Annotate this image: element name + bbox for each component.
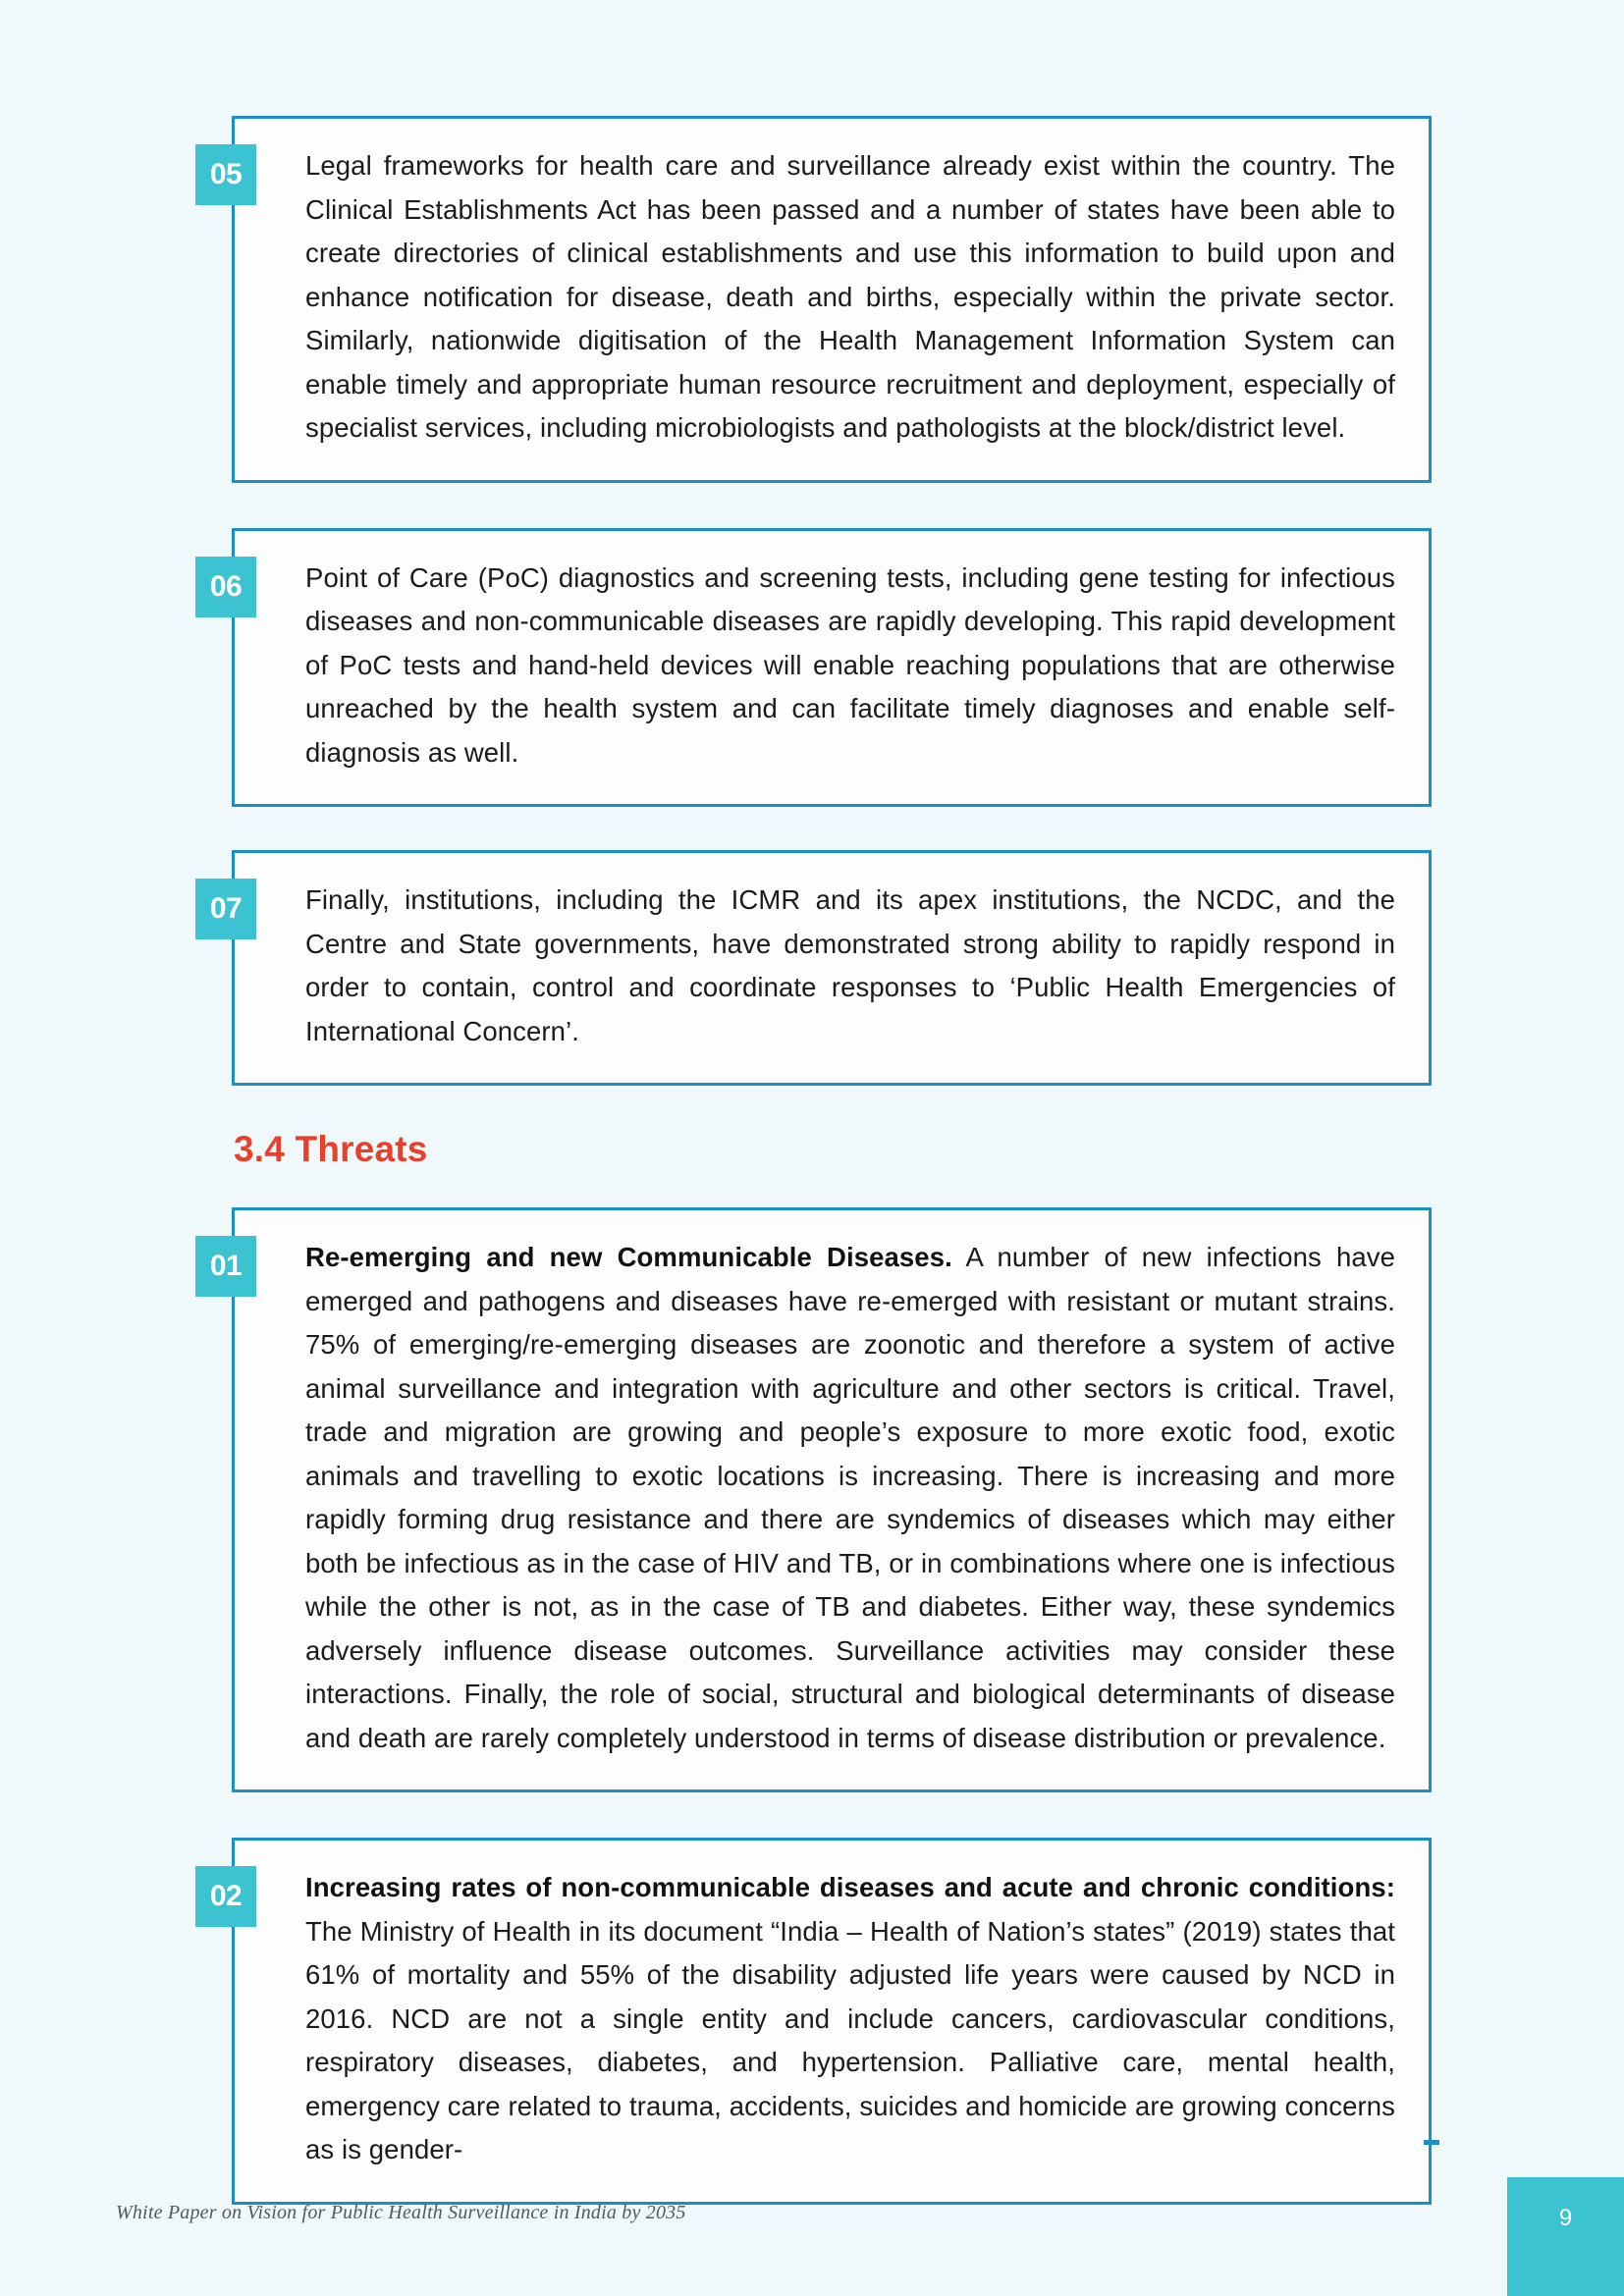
page-number: 9 xyxy=(1558,2205,1573,2231)
callout-paragraph xyxy=(305,1866,1395,2172)
callout-number-badge: 07 xyxy=(195,879,256,939)
callout-box-07 xyxy=(209,850,1432,1086)
callout-box-threat-02 xyxy=(209,1838,1432,2205)
callout-lead-text: Re-emerging and new Communicable Diseases. xyxy=(305,1242,952,1272)
section-heading-threats: 3.4 Threats xyxy=(234,1129,428,1169)
footer-document-title: White Paper on Vision for Public Health Surveillance in India by 2035 xyxy=(116,2202,686,2223)
page-number-block xyxy=(1507,2177,1624,2296)
callout-paragraph: Legal frameworks for health care and surveillance already exist within the country. The Clinical Establishments Act has been passed and a number of states have been able to create directories of clinical establishments and use this information to build upon and enhance notification for disease, death and births, especially within the private sector. Similarly, nationwide digitisation of the Health Management Information System can enable timely and appropriate human resource recruitment and deployment, especially of specialist services, including microbiologists and pathologists at the block/district level. xyxy=(305,150,1395,443)
page-content xyxy=(209,116,1432,2250)
callout-box-05 xyxy=(209,116,1432,483)
callout-box-threat-01 xyxy=(209,1207,1432,1792)
callout-number-badge: 05 xyxy=(195,144,256,205)
callout-box-06 xyxy=(209,528,1432,808)
corner-accent-mark xyxy=(1424,2140,1439,2145)
callout-body-text: The Ministry of Health in its document “India – Health of Nation’s states” (2019) states that 61% of mortality and 55% of the disability adjusted life years were caused by NCD in 2016. NCD are not a single entity and include cancers, cardiovascular conditions, respiratory diseases, diabetes, and hypertension. Palliative care, mental health, emergency care related to trauma, accidents, suicides and homicide are growing concerns as is gender- xyxy=(305,1915,1395,2164)
callout-number-badge: 02 xyxy=(195,1866,256,1927)
callout-paragraph: Finally, institutions, including the ICMR and its apex institutions, the NCDC, and the Centre and State governments, have demonstrated strong ability to rapidly respond in order to contain, control and coordinate responses to ‘Public Health Emergencies of International Concern’. xyxy=(305,884,1395,1046)
callout-number-badge: 06 xyxy=(195,557,256,617)
callout-body-text: A number of new infections have emerged and pathogens and diseases have re-emerged with resistant or mutant strains. 75% of emerging/re-emerging diseases are zoonotic and therefore a system of active animal surveillance and integration with agriculture and other sectors is critical. Travel, trade and migration are growing and people’s exposure to more exotic food, exotic animals and travelling to exotic locations is increasing. There is increasing and more rapidly forming drug resistance and there are syndemics of diseases which may either both be infectious as in the case of HIV and TB, or in combinations where one is infectious while the other is not, as in the case of TB and diabetes. Either way, these syndemics adversely influence disease outcomes. Surveillance activities may consider these interactions. Finally, the role of social, structural and biological determinants of disease and death are rarely completely understood in terms of disease distribution or prevalence. xyxy=(305,1242,1395,1753)
callout-lead-text: Increasing rates of non-communicable diseases and acute and chronic conditions: xyxy=(305,1872,1395,1902)
callout-number-badge: 01 xyxy=(195,1236,256,1297)
callout-paragraph xyxy=(305,1236,1395,1760)
callout-paragraph: Point of Care (PoC) diagnostics and screening tests, including gene testing for infectious diseases and non-communicable diseases are rapidly developing. This rapid development of PoC tests and hand-held devices will enable reaching populations that are otherwise unreached by the health system and can facilitate timely diagnoses and enable self-diagnosis as well. xyxy=(305,561,1395,768)
